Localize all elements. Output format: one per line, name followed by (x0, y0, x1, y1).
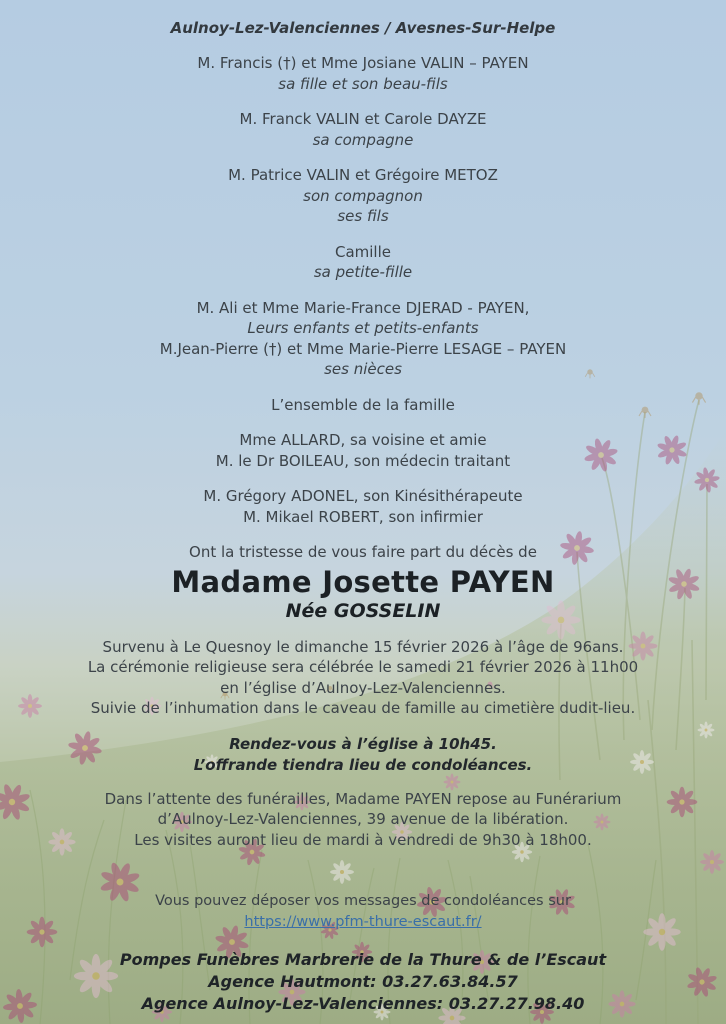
repose-line: d’Aulnoy-Lez-Valenciennes, 39 avenue de la libération. (157, 810, 569, 828)
funeral-home-footer (0, 949, 726, 1015)
meeting-line: Rendez-vous à l’église à 10h45. (229, 734, 497, 753)
caregiver-line: M. Grégory ADONEL, son Kinésithérapeute (203, 487, 523, 505)
repose-details (0, 789, 726, 851)
family-relation: ses nièces (324, 360, 402, 378)
family-relation: son compagnon (303, 186, 423, 205)
friend-line: M. le Dr BOILEAU, son médecin traitant (215, 451, 511, 470)
deceased-name: Madame Josette PAYEN (171, 564, 555, 599)
family-names: M. Ali et Mme Marie-France DJERAD - PAYEN, (196, 298, 530, 317)
family-names: M.Jean-Pierre (†) et Mme Marie-Pierre LESAGE – PAYEN (159, 339, 567, 358)
condolences-link[interactable]: https://www.pfm-thure-escaut.fr/ (244, 913, 482, 930)
condolences-block (0, 891, 726, 932)
family-names: Camille (334, 242, 391, 261)
ceremony-line: en l’église d’Aulnoy-Lez-Valenciennes. (220, 678, 506, 697)
family-names: M. Franck VALIN et Carole DAYZE (239, 110, 487, 128)
friends-group (0, 430, 726, 471)
caregivers-group (0, 486, 726, 527)
caregiver-line: M. Mikael ROBERT, son infirmier (243, 507, 483, 526)
ceremony-details (0, 637, 726, 719)
family-names: M. Francis (†) et Mme Josiane VALIN – PAYEN (197, 54, 529, 72)
family-relation: sa petite-fille (313, 263, 413, 281)
meeting-notice (0, 734, 726, 776)
maiden-name: Née GOSSELIN (285, 599, 441, 622)
ceremony-line: Suivie de l’inhumation dans le caveau de famille au cimetière dudit-lieu. (90, 699, 636, 717)
cities-header: Aulnoy-Lez-Valenciennes / Avesnes-Sur-Helpe (170, 19, 556, 37)
family-group-camille (0, 242, 726, 283)
family-relation: sa compagne (312, 130, 414, 149)
family-group-daughter (0, 53, 726, 94)
repose-line: Les visites auront lieu de mardi à vendredi de 9h30 à 18h00. (134, 830, 592, 849)
family-group-franck (0, 109, 726, 150)
family-relation: sa fille et son beau-fils (278, 74, 448, 93)
ceremony-line: La cérémonie religieuse sera célébrée le samedi 21 février 2026 à 11h00 (87, 658, 639, 676)
family-names: M. Patrice VALIN et Grégoire METOZ (228, 166, 498, 184)
family-group-nieces (0, 298, 726, 380)
ceremony-line: Survenu à Le Quesnoy le dimanche 15 février 2026 à l’âge de 96ans. (102, 637, 624, 656)
meeting-line: L’offrande tiendra lieu de condoléances. (193, 755, 533, 774)
funeral-home-name: Pompes Funèbres Marbrerie de la Thure & de l’Escaut (119, 950, 607, 969)
family-group-patrice (0, 165, 726, 227)
friend-line: Mme ALLARD, sa voisine et amie (239, 431, 487, 449)
agency-hautmont-phone: Agence Hautmont: 03.27.63.84.57 (208, 972, 518, 991)
announcement-intro: Ont la tristesse de vous faire part du décès de (189, 543, 537, 561)
family-names: L’ensemble de la famille (271, 395, 455, 414)
family-relation: ses fils (337, 207, 389, 225)
repose-line: Dans l’attente des funérailles, Madame PAYEN repose au Funérarium (104, 789, 622, 808)
family-group-ensemble (0, 395, 726, 416)
agency-aulnoy-phone: Agence Aulnoy-Lez-Valenciennes: 03.27.27.98.40 (141, 994, 585, 1013)
family-relation: Leurs enfants et petits-enfants (247, 319, 479, 337)
condolences-text: Vous pouvez déposer vos messages de condoléances sur (155, 893, 571, 909)
